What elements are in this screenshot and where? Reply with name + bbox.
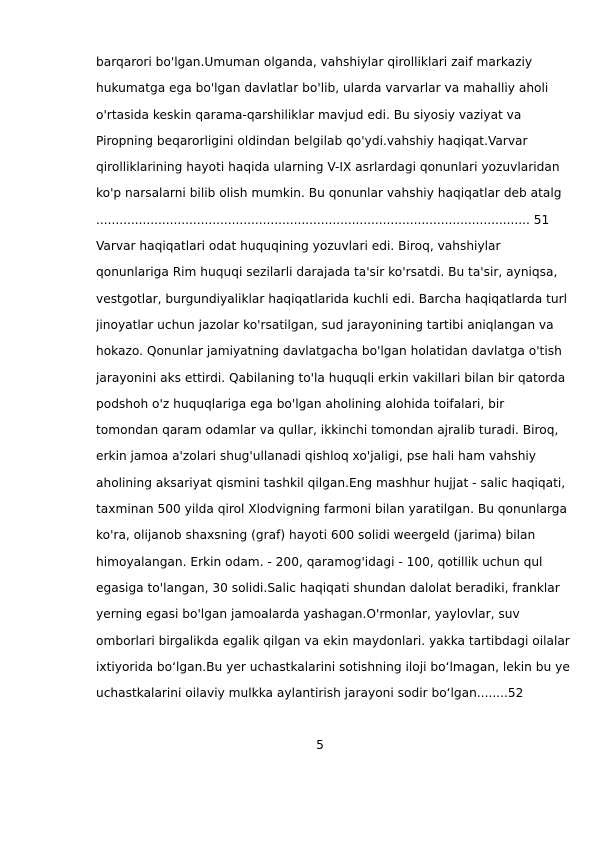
text-line: taxminan 500 yilda qirol Xlodvigning farmoni bilan yaratilgan. Bu qonunlarga <box>96 502 568 517</box>
text-line: Piropning beqarorligini oldindan belgilab qo'ydi.vahshiy haqiqat.Varvar <box>96 133 528 148</box>
text-line: yerning egasi bo'lgan jamoalarda yashagan.O'rmonlar, yaylovlar, suv <box>96 607 520 622</box>
toc-dotted-leader: ................................................................................................................ 51 <box>96 212 550 227</box>
text-line: qonunlariga Rim huquqi sezilarli darajada ta'sir ko'rsatdi. Bu ta'sir, ayniqsa, <box>96 265 558 280</box>
text-line: barqarori bo'lgan.Umuman olganda, vahshiylar qirolliklari zaif markaziy <box>96 55 533 69</box>
text-line: jarayonini aks ettirdi. Qabilaning to'la huquqli erkin vakillari bilan bir qatorda <box>96 370 566 385</box>
text-line: Varvar haqiqatlari odat huquqining yozuvlari edi. Biroq, vahshiylar <box>96 239 501 254</box>
text-line: ko'p narsalarni bilib olish mumkin. Bu qonunlar vahshiy haqiqatlar deb atalg <box>96 186 562 201</box>
text-line: ixtiyorida bo‘lgan.Bu yer uchastkalarini sotishning iloji bo‘lmagan, lekin bu ye <box>96 659 570 674</box>
text-line: erkin jamoa a'zolari shug'ullanadi qishloq xo'jaligi, pse hali ham vahshiy <box>96 449 537 464</box>
body-text <box>96 49 595 706</box>
text-line: omborlari birgalikda egalik qilgan va ekin maydonlari. yakka tartibdagi oilalar <box>96 633 570 648</box>
text-line: jinoyatlar uchun jazolar ko'rsatilgan, sud jarayonining tartibi aniqlangan va <box>96 317 554 332</box>
text-line: aholining aksariyat qismini tashkil qilgan.Eng mashhur hujjat - salic haqiqati, <box>96 475 566 490</box>
text-line: hokazo. Qonunlar jamiyatning davlatgacha bo'lgan holatidan davlatga o'tish <box>96 344 562 359</box>
text-line: podshoh o'z huquqlariga ega bo'lgan aholining alohida toifalari, bir <box>96 396 505 411</box>
text-line: himoyalangan. Erkin odam. - 200, qaramog'idagi - 100, qotillik uchun qul <box>96 554 543 569</box>
text-line: egasiga to'langan, 30 solidi.Salic haqiqati shundan dalolat beradiki, franklar <box>96 580 560 595</box>
page-number: 5 <box>316 738 324 752</box>
text-line: hukumatga ega bo'lgan davlatlar bo'lib, ularda varvarlar va mahalliy aholi <box>96 81 549 96</box>
text-line: tomondan qaram odamlar va qullar, ikkinchi tomondan ajralib turadi. Biroq, <box>96 423 559 438</box>
text-line: ko'ra, olijanob shaxsning (graf) hayoti 600 solidi weergeld (jarima) bilan <box>96 528 536 543</box>
text-line: qirolliklarining hayoti haqida ularning V-IX asrlardagi qonunlari yozuvlaridan <box>96 160 560 175</box>
text-line: o'rtasida keskin qarama-qarshiliklar mavjud edi. Bu siyosiy vaziyat va <box>96 107 522 122</box>
text-line: vestgotlar, burgundiyaliklar haqiqatlarida kuchli edi. Barcha haqiqatlarda turl <box>96 291 567 306</box>
text-line: uchastkalarini oilaviy mulkka aylantirish jarayoni sodir bo‘lgan........52 <box>96 686 524 701</box>
